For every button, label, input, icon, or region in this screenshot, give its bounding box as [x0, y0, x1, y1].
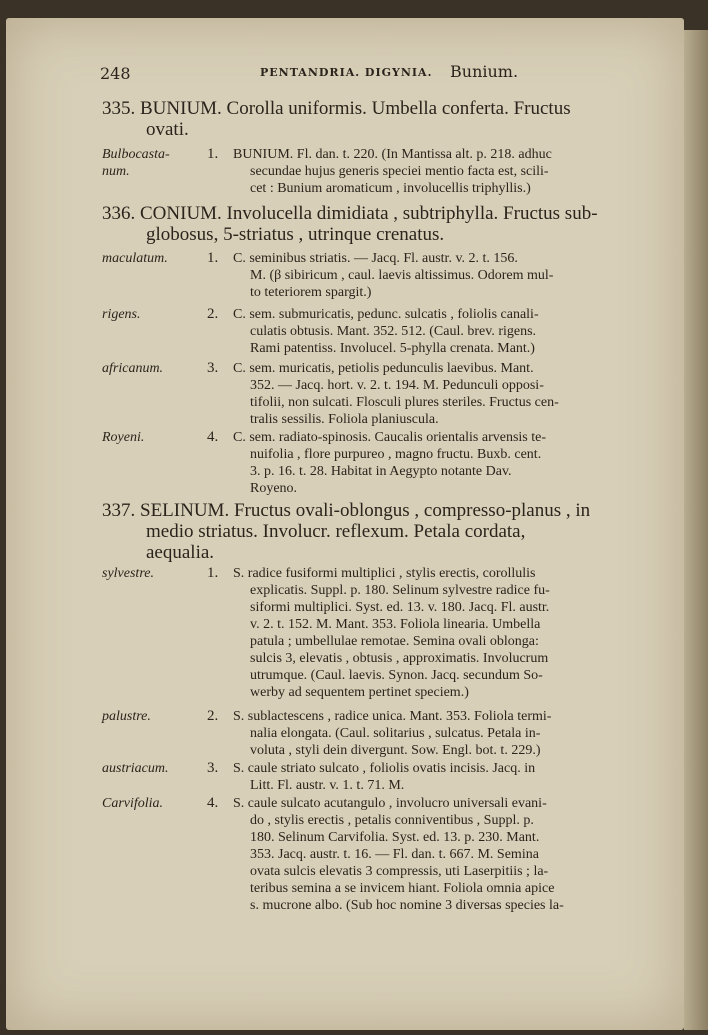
- species-description: [207, 306, 652, 357]
- genus-heading: 336. CONIUM. Involucella dimidiata , subtriphylla. Fructus sub-: [102, 203, 598, 224]
- species-name: sylvestre.: [102, 566, 154, 581]
- description-line: C. sem. radiato-spinosis. Caucalis orientalis arvensis te-: [233, 430, 546, 445]
- genus-conium: [102, 203, 657, 245]
- description-line: siformi multiplici. Syst. ed. 13. v. 180. Jacq. Fl. austr.: [250, 600, 550, 615]
- species-name: palustre.: [102, 709, 151, 724]
- description-line: C. seminibus striatis. — Jacq. Fl. austr. v. 2. t. 156.: [233, 251, 518, 266]
- genus-heading-cont: aequalia.: [146, 542, 215, 563]
- species-number: 2.: [207, 708, 219, 724]
- genus-bunium: [102, 98, 657, 140]
- species-name: Royeni.: [102, 430, 145, 445]
- running-header: [100, 62, 660, 86]
- species-name: africanum.: [102, 361, 164, 376]
- description-line: werby ad sequentem pertinet speciem.): [250, 685, 469, 700]
- description-line: S. sublactescens , radice unica. Mant. 353. Foliola termi-: [233, 709, 552, 724]
- species-description: [207, 360, 652, 428]
- species-description: [207, 565, 652, 701]
- species-description: [207, 429, 652, 497]
- species-number: 1.: [207, 250, 219, 266]
- description-line: ovata sulcis elevatis 3 compressis, uti Laserpitiis ; la-: [250, 864, 549, 879]
- description-line: nuifolia , flore purpureo , magno fructu. Buxb. cent.: [250, 447, 542, 462]
- species-number: 4.: [207, 795, 219, 811]
- description-line: patula ; umbellulae remotae. Semina ovali oblonga:: [250, 634, 539, 649]
- description-line: sulcis 3, elevatis , obtusis , approximatis. Involucrum: [250, 651, 549, 666]
- species-name: rigens.: [102, 307, 141, 322]
- description-line: BUNIUM. Fl. dan. t. 220. (In Mantissa alt. p. 218. adhuc: [233, 147, 552, 162]
- description-line: Royeno.: [250, 481, 298, 496]
- description-line: S. radice fusiformi multiplici , stylis erectis, corollulis: [233, 566, 536, 581]
- description-line: C. sem. muricatis, petiolis pedunculis laevibus. Mant.: [233, 361, 534, 376]
- description-line: S. caule striato sulcato , foliolis ovatis incisis. Jacq. in: [233, 761, 536, 776]
- species-description: [207, 760, 652, 794]
- species-number: 2.: [207, 306, 219, 322]
- species-description: [207, 250, 652, 301]
- description-line: Litt. Fl. austr. v. 1. t. 71. M.: [250, 778, 405, 793]
- description-line: culatis obtusis. Mant. 352. 512. (Caul. brev. rigens.: [250, 324, 537, 339]
- species-number: 4.: [207, 429, 219, 445]
- description-line: secundae hujus generis speciei mentio facta est, scili-: [250, 164, 549, 179]
- description-line: tralis sessilis. Foliola planiuscula.: [250, 412, 439, 427]
- description-line: S. caule sulcato acutangulo , involucro universali evani-: [233, 796, 547, 811]
- genus-heading-cont: medio striatus. Involucr. reflexum. Petala cordata,: [146, 521, 526, 542]
- genus-heading: 335. BUNIUM. Corolla uniformis. Umbella conferta. Fructus: [102, 98, 571, 119]
- description-line: v. 2. t. 152. M. Mant. 353. Foliola linearia. Umbella: [250, 617, 541, 632]
- species-name: Carvifolia.: [102, 796, 164, 811]
- species-name: maculatum.: [102, 251, 168, 266]
- description-line: explicatis. Suppl. p. 180. Selinum sylvestre radice fu-: [250, 583, 550, 598]
- species-name: austriacum.: [102, 761, 169, 776]
- description-line: voluta , styli dein divergunt. Sow. Engl. bot. t. 229.): [250, 743, 541, 758]
- page-edge: [684, 30, 708, 1030]
- genus-heading: 337. SELINUM. Fructus ovali-oblongus , compresso-planus , in: [102, 500, 591, 521]
- species-description: [207, 146, 652, 197]
- description-line: 353. Jacq. austr. t. 16. — Fl. dan. t. 667. M. Semina: [250, 847, 539, 862]
- species-description: [207, 708, 652, 759]
- species-name-line: num.: [102, 164, 130, 179]
- species-name-line: Bulbocasta-: [102, 147, 170, 162]
- description-line: utrumque. (Caul. laevis. Synon. Jacq. secundum So-: [250, 668, 543, 683]
- genus-heading-cont: globosus, 5-striatus , utrinque crenatus.: [146, 224, 445, 245]
- header-section-title: PENTANDRIA. DIGYNIA.: [260, 66, 433, 79]
- description-line: C. sem. submuricatis, pedunc. sulcatis , foliolis canali-: [233, 307, 539, 322]
- description-line: cet : Bunium aromaticum , involucellis triphyllis.): [250, 181, 531, 196]
- description-line: M. (β sibiricum , caul. laevis altissimus. Odorem mul-: [250, 268, 554, 283]
- genus-selinum: [102, 500, 657, 563]
- description-line: teribus semina a se invicem hiant. Foliola omnia apice: [250, 881, 555, 896]
- description-line: 180. Selinum Carvifolia. Syst. ed. 13. p. 230. Mant.: [250, 830, 540, 845]
- species-description: [207, 795, 652, 914]
- description-line: tifolii, non sulcati. Flosculi plures steriles. Fructus cen-: [250, 395, 559, 410]
- description-line: do , stylis erectis , petalis conniventibus , Suppl. p.: [250, 813, 534, 828]
- description-line: 3. p. 16. t. 28. Habitat in Aegypto notante Dav.: [250, 464, 512, 479]
- description-line: 352. — Jacq. hort. v. 2. t. 194. M. Pedunculi opposi-: [250, 378, 544, 393]
- description-line: to teteriorem spargit.): [250, 285, 372, 300]
- header-genus: Bunium.: [450, 62, 519, 81]
- description-line: s. mucrone albo. (Sub hoc nomine 3 diversas species la-: [250, 898, 564, 913]
- description-line: Rami patentiss. Involucel. 5-phylla crenata. Mant.): [250, 341, 535, 356]
- species-number: 3.: [207, 760, 219, 776]
- genus-heading-cont: ovati.: [146, 119, 189, 140]
- species-number: 1.: [207, 565, 219, 581]
- species-name: [102, 146, 202, 180]
- page-number: 248: [100, 64, 131, 83]
- species-number: 3.: [207, 360, 219, 376]
- description-line: nalia elongata. (Caul. solitarius , sulcatus. Petala in-: [250, 726, 541, 741]
- species-number: 1.: [207, 146, 219, 162]
